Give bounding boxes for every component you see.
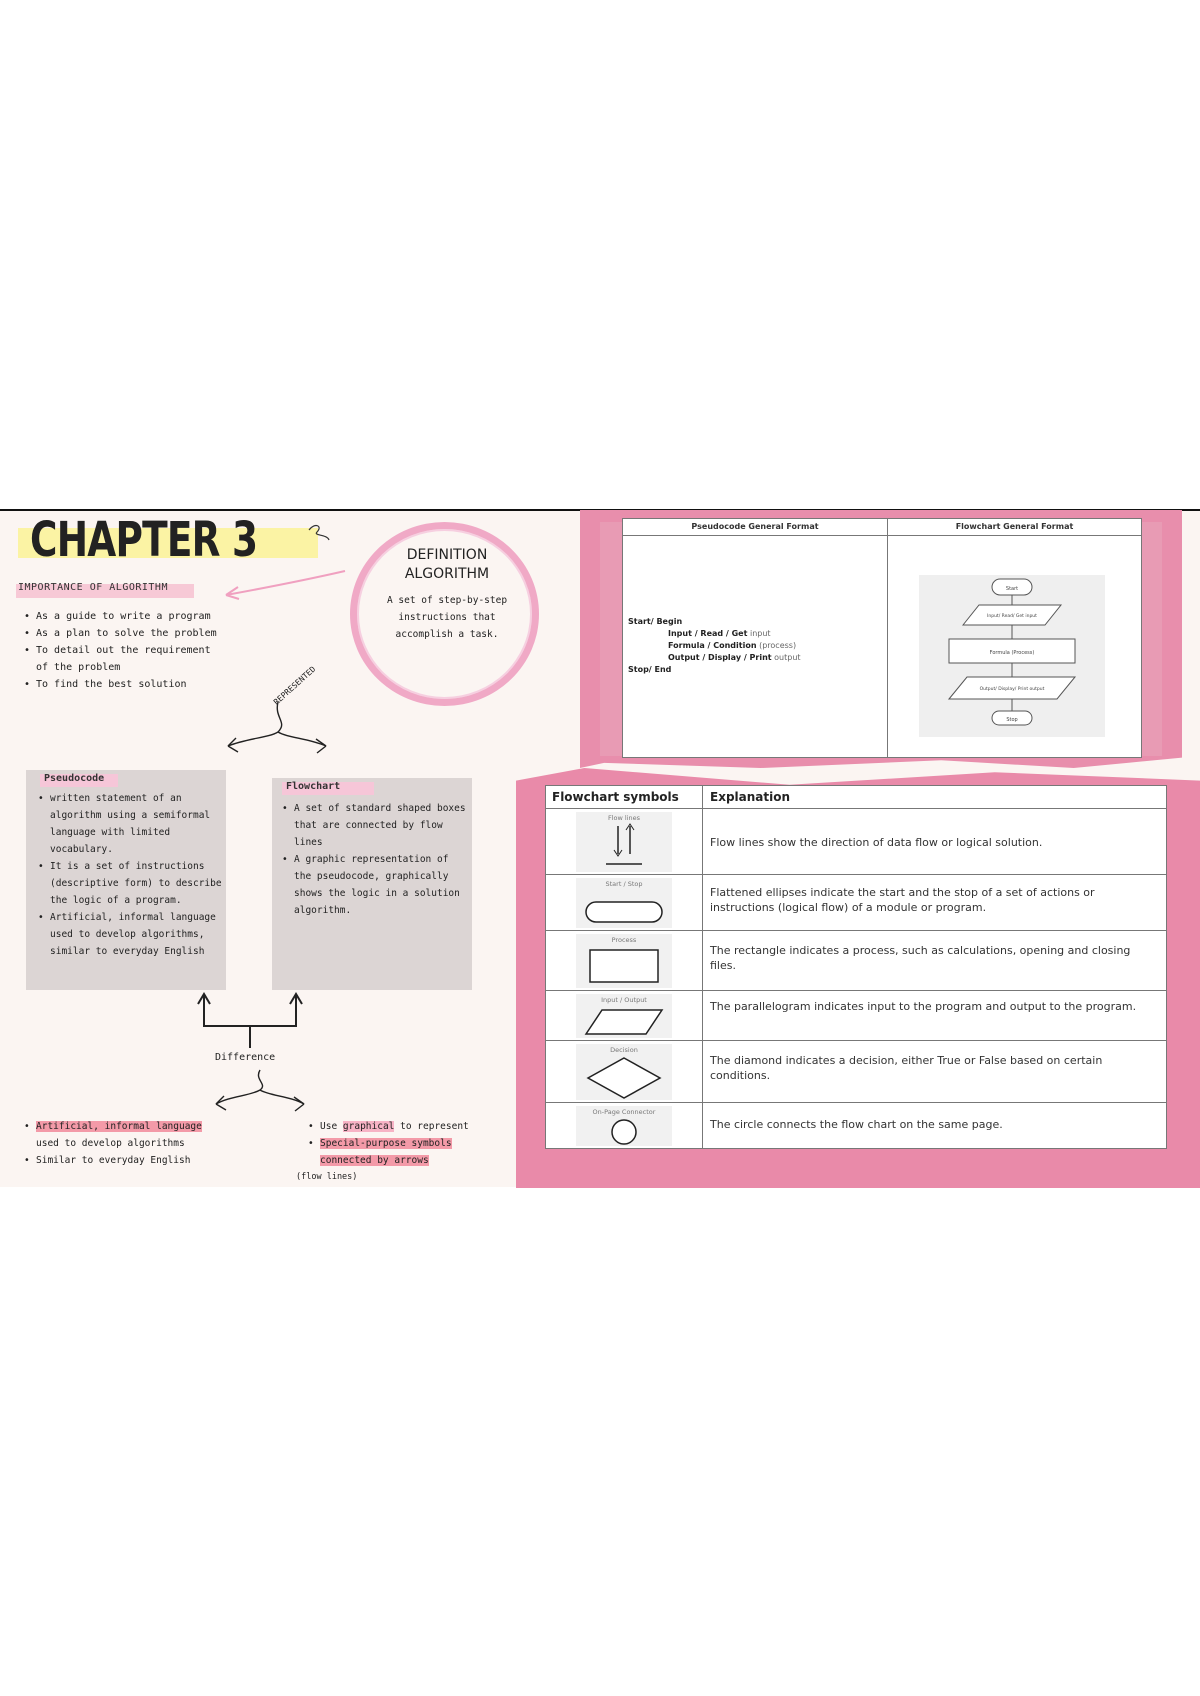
symbol-box	[576, 1106, 672, 1146]
definition-title	[372, 546, 522, 584]
highlight-text: Special-purpose symbols connected by arrows	[320, 1138, 452, 1166]
symbol-box	[576, 878, 672, 928]
list-item-text: Use	[320, 1121, 338, 1132]
symbol-box	[576, 1044, 672, 1100]
merge-arrows-icon	[210, 1066, 310, 1116]
arrow-left-icon	[220, 565, 350, 601]
input-line	[628, 628, 801, 640]
symbol-box	[576, 994, 672, 1038]
split-arrows-icon	[218, 698, 338, 768]
flow-lines-note: (flow lines)	[296, 1172, 358, 1182]
pseudocode-format-column	[623, 519, 888, 757]
symbol-explanation: The circle connects the flow chart on the same page.	[710, 1118, 1003, 1131]
flowchart-list	[280, 800, 470, 919]
symbol-cell	[546, 1041, 703, 1103]
list-item: • To find the best solution	[22, 676, 222, 693]
list-item: • As a guide to write a program	[22, 608, 222, 625]
list-item: • It is a set of instructions (descriptive form) to describe the logic of a program.	[36, 858, 226, 909]
symbol-cell	[546, 809, 703, 875]
symbol-explanation: Flow lines show the direction of data flow or logical solution.	[710, 836, 1043, 849]
symbol-cell	[546, 931, 703, 991]
table-row	[546, 990, 1166, 1041]
symbol-label: Input / Output	[601, 996, 647, 1004]
stop-line: Stop/ End	[628, 665, 672, 674]
symbol-explanation: Flattened ellipses indicate the start and the stop of a set of actions or instructions (logical flow) of a module or program.	[710, 886, 1095, 914]
symbol-explanation: The rectangle indicates a process, such as calculations, opening and closing files.	[710, 944, 1131, 972]
start-line: Start/ Begin	[628, 617, 683, 626]
output-desc: output	[774, 653, 801, 662]
table-row	[546, 1040, 1166, 1103]
parallelogram-icon	[576, 996, 672, 1038]
symbol-cell	[546, 1103, 703, 1149]
pseudocode-format-header: Pseudocode General Format	[623, 519, 887, 536]
symbol-label: Flow lines	[607, 814, 641, 822]
squiggle-icon	[305, 520, 341, 550]
output-line	[628, 652, 801, 664]
explanation-header: Explanation	[710, 790, 791, 804]
output-keywords: Output / Display / Print	[668, 653, 772, 662]
list-item: • To detail out the requirement of the problem	[22, 642, 222, 676]
pseudocode-title: Pseudocode	[44, 773, 105, 784]
represented-label: REPRESENTED	[272, 664, 318, 707]
highlight-text: Artificial, informal language	[36, 1121, 202, 1132]
formula-keywords: Formula / Condition	[668, 641, 757, 650]
pseudocode-list	[36, 790, 226, 960]
symbols-header-cell	[546, 786, 703, 808]
circle-icon	[576, 1106, 672, 1146]
list-item: • A graphic representation of the pseudocode, graphically shows the logic in a solution algorithm.	[280, 851, 470, 919]
symbols-header: Flowchart symbols	[552, 790, 679, 804]
list-item	[306, 1135, 486, 1169]
fc-process-text: Formula (Process)	[989, 650, 1035, 656]
flowchart-format-diagram	[919, 575, 1105, 737]
fc-input-text: Input/ Read/ Get input	[987, 614, 1037, 619]
definition-title-line2: ALGORITHM	[404, 566, 490, 582]
pseudocode-difference-list	[22, 1118, 252, 1169]
flowchart-diagram-svg	[919, 575, 1105, 737]
symbol-explanation: The parallelogram indicates input to the program and output to the program.	[710, 1000, 1137, 1013]
table-row	[546, 1102, 1166, 1149]
formula-desc: (process)	[759, 641, 797, 650]
definition-text: A set of step-by-step instructions that accomplish a task.	[386, 595, 508, 640]
difference-label: Difference	[215, 1052, 276, 1063]
symbol-cell	[546, 991, 703, 1041]
importance-list	[22, 608, 222, 693]
input-keywords: Input / Read / Get	[668, 629, 748, 638]
list-item-text: to represent	[400, 1121, 469, 1132]
list-item: • As a plan to solve the problem	[22, 625, 222, 642]
list-item: • Similar to everyday English	[22, 1152, 252, 1169]
symbol-label: Process	[611, 936, 637, 944]
symbol-explanation: The diamond indicates a decision, either True or False based on certain conditions.	[710, 1054, 1103, 1082]
flow-lines-icon	[576, 818, 672, 874]
terminal-icon	[576, 882, 672, 928]
highlight-text: graphical	[342, 1121, 395, 1132]
diamond-icon	[576, 1046, 672, 1100]
symbol-label: On-Page Connector	[592, 1108, 656, 1116]
table-row	[546, 930, 1166, 991]
flowchart-difference-list	[306, 1118, 486, 1169]
table-header-row	[546, 786, 1166, 808]
fc-output-text: Output/ Display/ Print output	[979, 687, 1045, 692]
chapter-title: CHAPTER 3	[30, 512, 258, 568]
list-item	[306, 1118, 486, 1135]
list-item-text: used to develop algorithms	[36, 1138, 185, 1149]
symbol-box	[576, 812, 672, 872]
symbol-cell	[546, 875, 703, 931]
flowchart-format-header: Flowchart General Format	[888, 519, 1141, 536]
definition-title-line1: DEFINITION	[406, 547, 488, 563]
list-item: • A set of standard shaped boxes that are connected by flow lines	[280, 800, 470, 851]
rectangle-icon	[576, 936, 672, 988]
symbol-box	[576, 934, 672, 988]
table-row	[546, 808, 1166, 875]
pseudocode-format	[628, 616, 801, 676]
symbol-label: Decision	[610, 1046, 638, 1054]
fc-stop-text: Stop	[1006, 717, 1018, 723]
flowchart-title: Flowchart	[286, 781, 341, 792]
flowchart-symbols-table	[545, 785, 1167, 1149]
fc-start-text: Start	[1005, 586, 1019, 592]
symbol-label: Start / Stop	[605, 880, 643, 888]
list-item	[22, 1118, 252, 1152]
bracket-arrows-icon	[190, 992, 310, 1052]
input-desc: input	[749, 629, 771, 638]
general-format-table	[622, 518, 1142, 758]
formula-line	[628, 640, 801, 652]
importance-title: IMPORTANCE OF ALGORITHM	[18, 582, 168, 593]
table-row	[546, 874, 1166, 931]
list-item: • Artificial, informal language used to develop algorithms, similar to everyday English	[36, 909, 226, 960]
list-item: • written statement of an algorithm using a semiformal language with limited vocabulary.	[36, 790, 226, 858]
